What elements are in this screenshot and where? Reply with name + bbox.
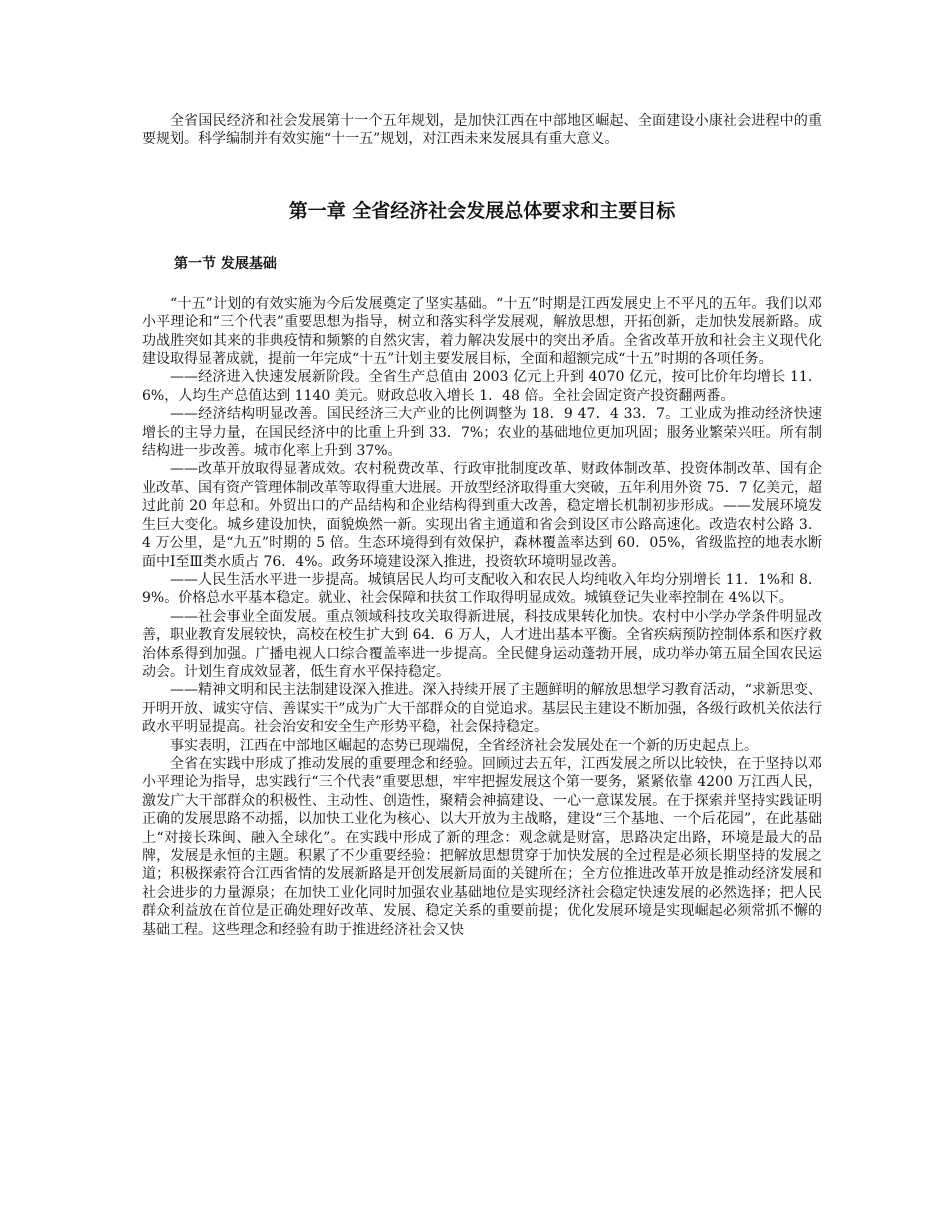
body-paragraph: ——经济进入快速发展新阶段。全省生产总值由 2003 亿元上升到 4070 亿元，按可比价年均增长 11．6%，人均生产总值达到 1140 美元。财政总收入增长 1．48 倍。全社会固定资产投资翻两番。: [142, 369, 822, 404]
body-paragraph: ——经济结构明显改善。国民经济三大产业的比例调整为 18．9 47．4 33．7。工业成为推动经济快速增长的主导力量，在国民经济中的比重上升到 33．7%；农业的基础地位更加巩固；服务业繁荣兴旺。所有制结构进一步改善。城市化率上升到 37%。: [142, 406, 822, 460]
body-paragraph: 全省在实践中形成了推动发展的重要理念和经验。回顾过去五年，江西发展之所以比较快，在于坚持以邓小平理论为指导，忠实践行“三个代表”重要思想，牢牢把握发展这个第一要务，紧紧依靠 4200 万江西人民，激发广大干部群众的积极性、主动性、创造性，聚精会神搞建设、一心一意谋发展。在于探索并坚持实践证明正确的发展思路不动摇，以加快工业化为核心、以大开放为主战略，建设“三个基地、一个后花园”，在此基础上“对接长珠闽、融入全球化”。在实践中形成了新的理念：观念就是财富，思路决定出路，环境是最大的品牌，发展是永恒的主题。积累了不少重要经验：把解放思想贯穿于加快发展的全过程是必须长期坚持的发展之道；积极探索符合江西省情的发展新路是开创发展新局面的关键所在；全方位推进改革开放是推动经济发展和社会进步的力量源泉；在加快工业化同时加强农业基础地位是实现经济社会稳定快速发展的必然选择；把人民群众利益放在首位是正确处理好改革、发展、稳定关系的重要前提；优化发展环境是实现崛起必须常抓不懈的基础工程。这些理念和经验有助于推进经济社会又快: [142, 755, 822, 938]
body-paragraph: ——社会事业全面发展。重点领域科技攻关取得新进展，科技成果转化加快。农村中小学办学条件明显改善，职业教育发展较快，高校在校生扩大到 64．6 万人，人才进出基本平衡。全省疾病预防控制体系和医疗救治体系得到加强。广播电视人口综合覆盖率进一步提高。全民健身运动蓬勃开展，成功举办第五届全国农民运动会。计划生育成效显著，低生育水平保持稳定。: [142, 608, 822, 680]
section-title: 第一节 发展基础: [174, 255, 277, 272]
chapter-title: 第一章 全省经济社会发展总体要求和主要目标: [288, 199, 676, 222]
body-paragraph: ——精神文明和民主法制建设深入推进。深入持续开展了主题鲜明的解放思想学习教育活动，“求新思变、开明开放、诚实守信、善谋实干”成为广大干部群众的自觉追求。基层民主建设不断加强，各级行政机关依法行政水平明显提高。社会治安和安全生产形势平稳，社会保持稳定。: [142, 682, 822, 736]
body-paragraph: ——改革开放取得显著成效。农村税费改革、行政审批制度改革、财政体制改革、投资体制改革、国有企业改革、国有资产管理体制改革等取得重大进展。开放型经济取得重大突破，五年利用外资 75．7 亿美元，超过此前 20 年总和。外贸出口的产品结构和企业结构得到重大改善，稳定增长机制初步形成。——发展环境发生巨大变化。城乡建设加快，面貌焕然一新。实现出省主通道和省会到设区市公路高速化。改造农村公路 3．4 万公里，是“九五”时期的 5 倍。生态环境得到有效保护，森林覆盖率达到 60．05%，省级监控的地表水断面中Ⅰ至Ⅲ类水质占 76．4%。政务环境建设深入推进，投资软环境明显改善。: [142, 461, 822, 570]
body-paragraph: 事实表明，江西在中部地区崛起的态势已现端倪，全省经济社会发展处在一个新的历史起点上。: [170, 737, 758, 754]
body-paragraph: ——人民生活水平进一步提高。城镇居民人均可支配收入和农民人均纯收入年均分别增长 11．1%和 8．9%。价格总水平基本稳定。就业、社会保障和扶贫工作取得明显成效。城镇登记失业率控制在 4%以下。: [142, 571, 822, 607]
intro-paragraph: 全省国民经济和社会发展第十一个五年规划，是加快江西在中部地区崛起、全面建设小康社会进程中的重要规划。科学编制并有效实施“十一五”规划，对江西未来发展具有重大意义。: [142, 113, 822, 148]
body-paragraph: “十五”计划的有效实施为今后发展奠定了坚实基础。“十五”时期是江西发展史上不平凡的五年。我们以邓小平理论和“三个代表”重要思想为指导，树立和落实科学发展观，解放思想，开拓创新，走加快发展新路。成功战胜突如其来的非典疫情和频繁的自然灾害，着力解决发展中的突出矛盾。全省改革开放和社会主义现代化建设取得显著成就，提前一年完成“十五”计划主要发展目标，全面和超额完成“十五”时期的各项任务。: [142, 295, 822, 368]
